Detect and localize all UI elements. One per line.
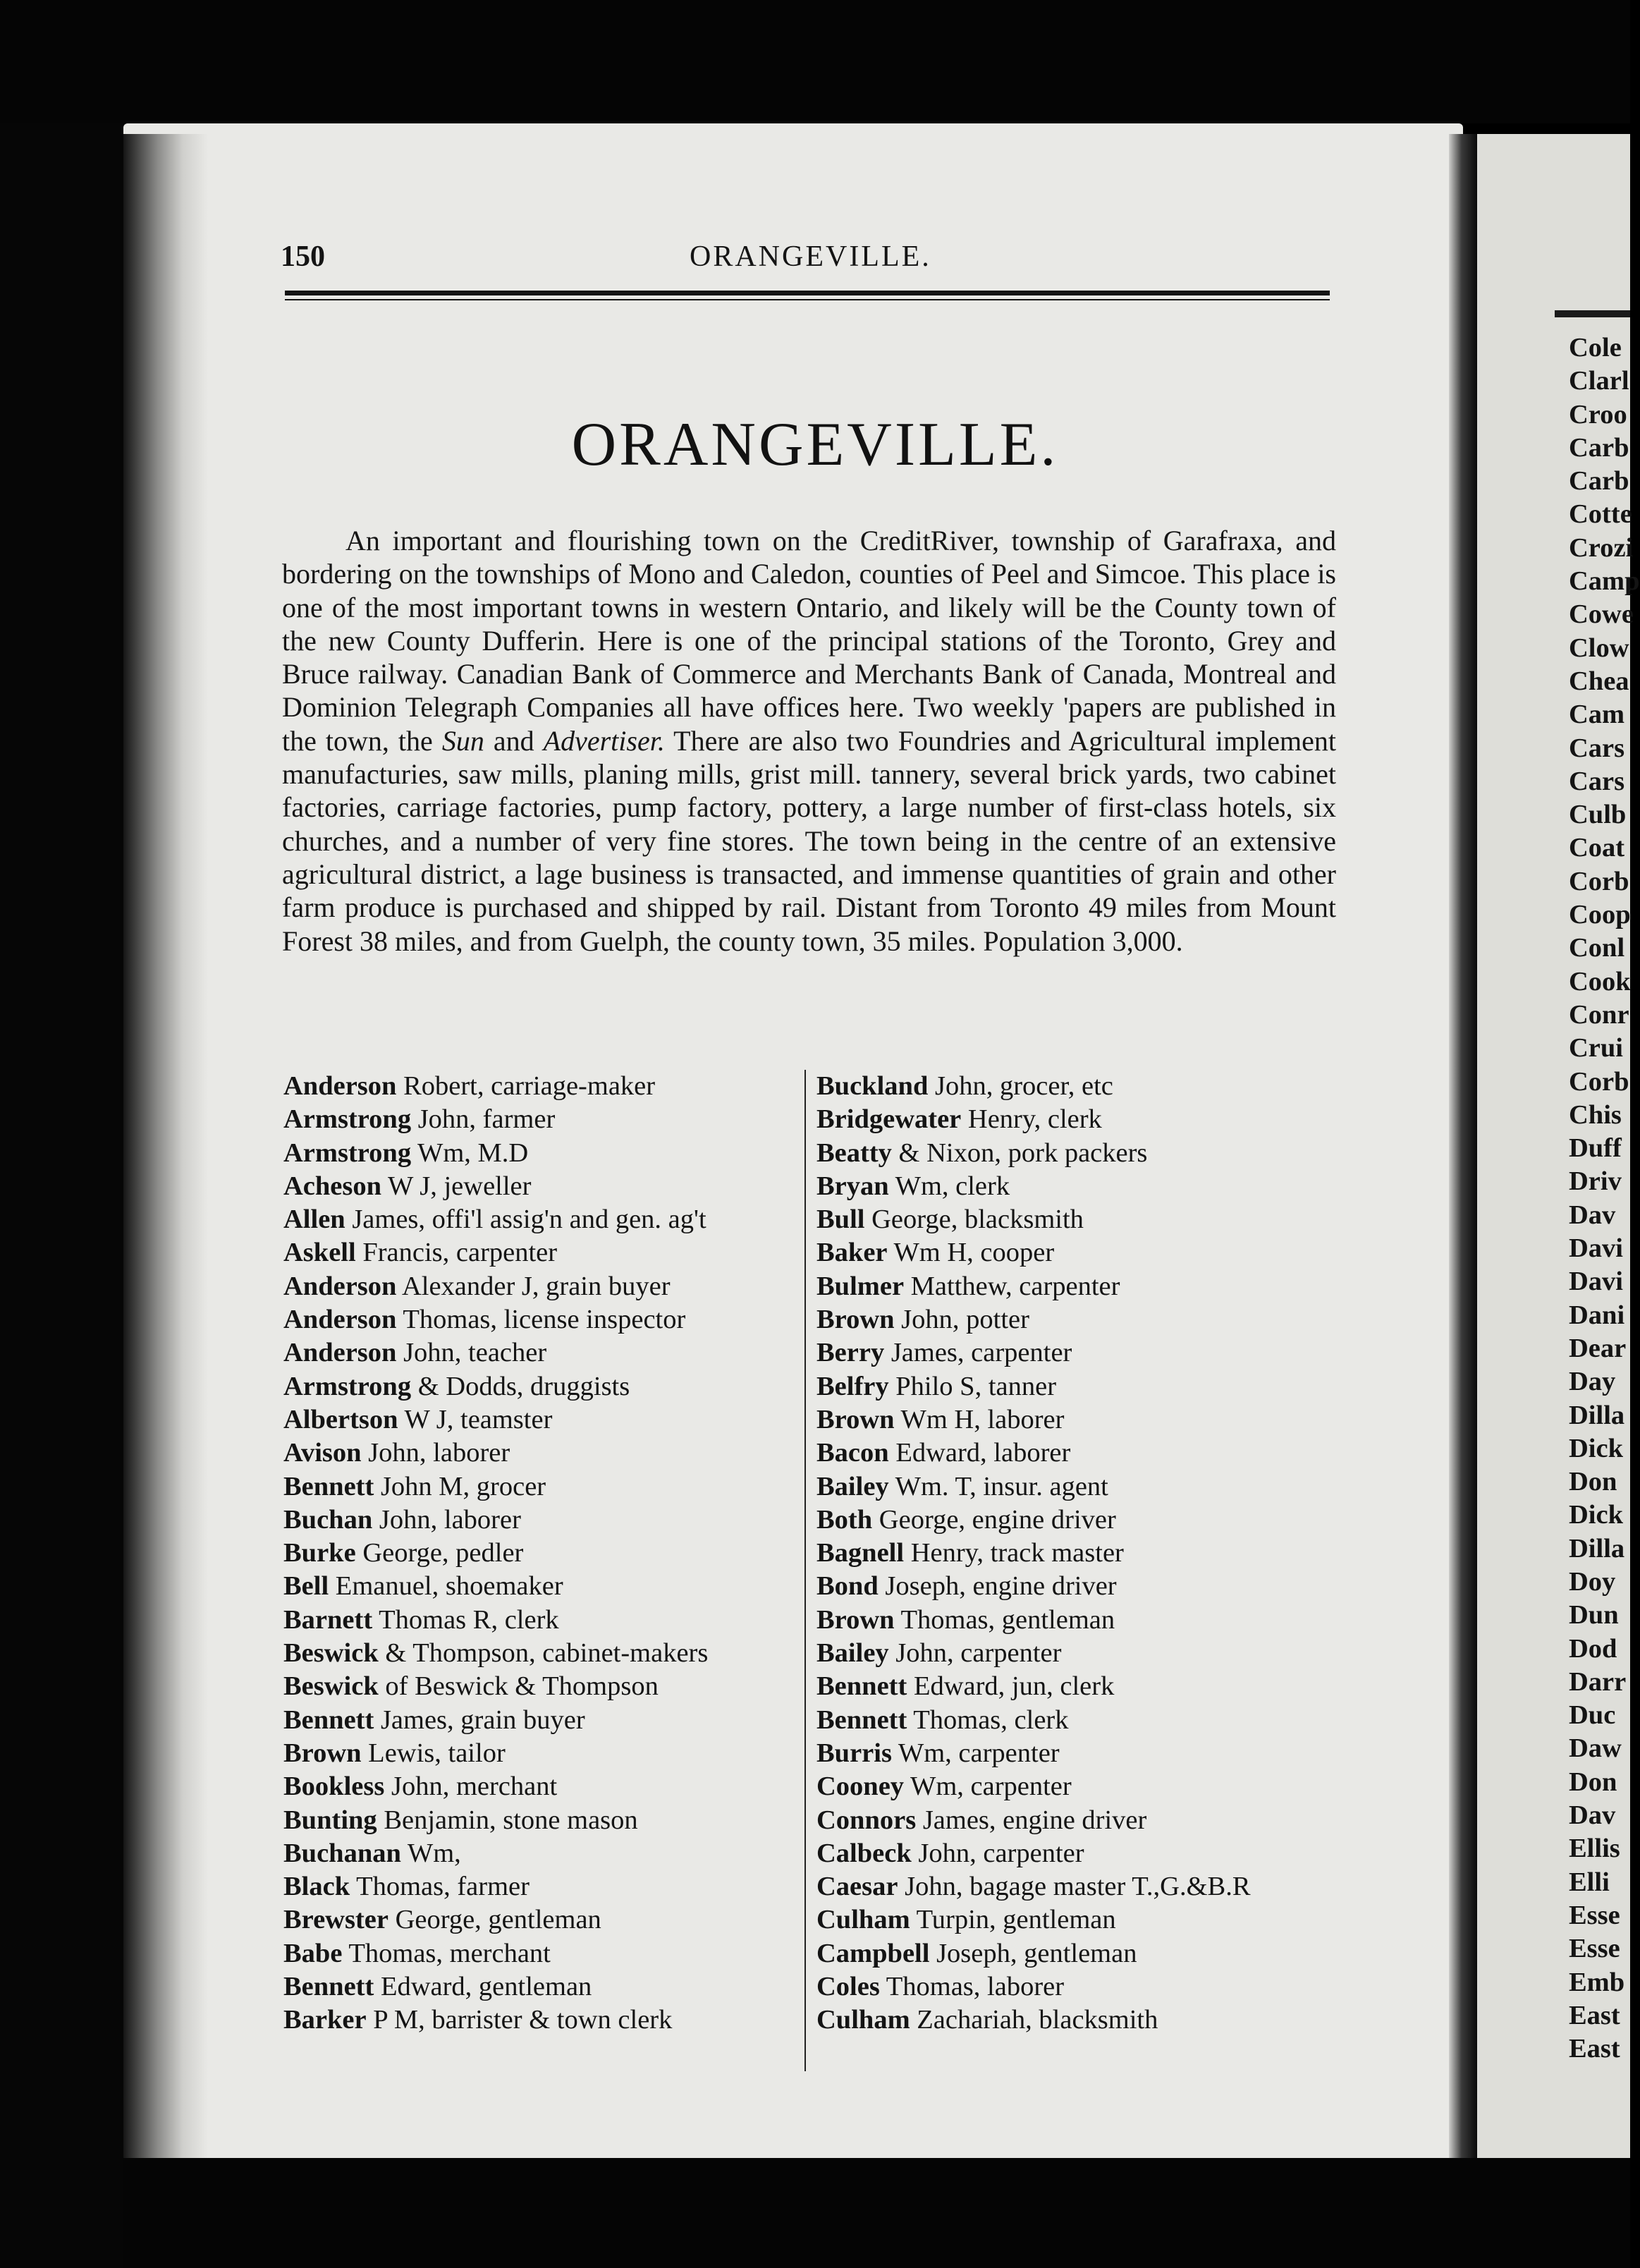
facing-page-fragment: Conr <box>1569 999 1629 1030</box>
entry-details: of Beswick & Thompson <box>378 1671 659 1702</box>
intro-newspaper-advertiser: Advertiser. <box>543 724 665 757</box>
entry-surname: Armstrong <box>283 1371 412 1401</box>
entry-surname: Caesar <box>816 1872 898 1902</box>
entry-surname: Bennett <box>283 1705 374 1735</box>
facing-page-fragment: Don <box>1569 1467 1617 1497</box>
facing-page-fragment: Coop <box>1569 900 1631 930</box>
facing-page-fragment: Davi <box>1569 1267 1623 1297</box>
entry-surname: Brewster <box>283 1905 388 1935</box>
entry-surname: Bennett <box>283 1972 374 2002</box>
entry-surname: Brown <box>283 1738 362 1768</box>
directory-entry <box>283 1804 802 1837</box>
directory-entry <box>283 1570 802 1603</box>
entry-surname: Acheson <box>283 1171 382 1201</box>
facing-page-fragment: Clarl <box>1569 366 1629 396</box>
entry-surname: Bennett <box>816 1705 907 1735</box>
directory-entry <box>816 1336 1335 1370</box>
entry-details: George, pedler <box>355 1538 524 1568</box>
entry-details: John, merchant <box>384 1772 558 1802</box>
directory-entry <box>816 1670 1335 1703</box>
entry-details: & Thompson, cabinet-makers <box>378 1638 709 1669</box>
entry-surname: Berry <box>816 1338 885 1368</box>
directory-entry <box>283 1737 802 1770</box>
entry-surname: Baker <box>816 1238 888 1268</box>
facing-page-fragment: Duc <box>1569 1700 1616 1731</box>
facing-page-fragments <box>1569 331 1640 2066</box>
directory-entry <box>283 1670 802 1703</box>
entry-details: Thomas, clerk <box>907 1705 1069 1735</box>
facing-page-fragment: Camp <box>1569 566 1640 597</box>
entry-surname: Anderson <box>283 1305 397 1335</box>
facing-page-fragment: Ellis <box>1569 1834 1620 1864</box>
facing-page-fragment: Culb <box>1569 800 1627 830</box>
facing-page-fragment: Coat <box>1569 833 1625 863</box>
entry-surname: Bookless <box>283 1772 385 1802</box>
facing-page-fragment: Corb <box>1569 1066 1629 1097</box>
facing-page-fragment: East <box>1569 2000 1620 2030</box>
facing-page-fragment: Driv <box>1569 1166 1622 1197</box>
entry-details: John, grocer, etc <box>928 1071 1113 1101</box>
entry-surname: Black <box>283 1872 350 1902</box>
entry-details: John, laborer <box>372 1504 521 1535</box>
entry-surname: Cooney <box>816 1772 905 1802</box>
intro-newspaper-sun: Sun <box>441 724 484 757</box>
entry-details: Lewis, tailor <box>361 1738 506 1768</box>
directory-entry <box>816 1403 1335 1437</box>
directory-entry <box>283 1437 802 1470</box>
entry-surname: Bell <box>283 1571 329 1602</box>
facing-page-fragment: Dav <box>1569 1800 1616 1831</box>
entry-details: Henry, track master <box>904 1538 1124 1568</box>
directory-entry <box>816 1837 1335 1870</box>
entry-surname: Belfry <box>816 1371 889 1401</box>
entry-details: & Nixon, pork packers <box>891 1138 1148 1168</box>
facing-page-fragment: Esse <box>1569 1900 1620 1930</box>
entry-details: Thomas, gentleman <box>894 1604 1115 1635</box>
facing-page-fragment: Conl <box>1569 933 1625 963</box>
entry-details: Wm, carpenter <box>891 1738 1060 1768</box>
facing-page-fragment: Clow <box>1569 633 1629 663</box>
directory-entry <box>816 1470 1335 1504</box>
entry-surname: Bridgewater <box>816 1104 962 1135</box>
entry-surname: Culham <box>816 1905 910 1935</box>
directory-entry <box>283 1837 802 1870</box>
directory-entry <box>283 1937 802 1970</box>
entry-surname: Bennett <box>283 1471 374 1501</box>
directory-entry <box>816 1303 1335 1336</box>
entry-details: Edward, gentleman <box>374 1972 592 2002</box>
entry-details: John, teacher <box>396 1338 547 1368</box>
entry-details: John, farmer <box>411 1104 556 1135</box>
directory-entry <box>283 1504 802 1537</box>
directory-entry <box>816 1170 1335 1203</box>
entry-surname: Bagnell <box>816 1538 905 1568</box>
facing-page-fragment: Croo <box>1569 399 1627 429</box>
entry-details: Emanuel, shoemaker <box>329 1571 563 1602</box>
entry-surname: Anderson <box>283 1338 397 1368</box>
entry-details: Wm. T, insur. agent <box>888 1471 1108 1501</box>
facing-page-fragment: Cole <box>1569 333 1622 362</box>
entry-details: Robert, carriage-maker <box>396 1071 656 1101</box>
entry-surname: Calbeck <box>816 1838 912 1868</box>
entry-surname: Bailey <box>816 1638 889 1669</box>
facing-page-fragment: Day <box>1569 1367 1616 1397</box>
entry-surname: Buckland <box>816 1071 929 1101</box>
directory-entry <box>283 1070 802 1103</box>
entry-surname: Brown <box>816 1305 895 1335</box>
entry-details: James, carpenter <box>884 1338 1072 1368</box>
facing-page-fragment: Cars <box>1569 766 1625 796</box>
directory-entry <box>816 1070 1335 1103</box>
directory-entry <box>816 1570 1335 1603</box>
directory-entry <box>283 1537 802 1570</box>
facing-page-fragment: Doy <box>1569 1566 1616 1597</box>
facing-page-fragment: Dav <box>1569 1200 1616 1230</box>
entry-surname: Barnett <box>283 1604 373 1635</box>
facing-page-rule <box>1555 310 1630 317</box>
directory-entry <box>283 1103 802 1136</box>
entry-details: John, bagage master T.,G.&B.R <box>898 1872 1251 1902</box>
facing-page-fragment: Cowe <box>1569 599 1634 630</box>
page-number: 150 <box>281 240 325 273</box>
entry-surname: Barker <box>283 2005 367 2035</box>
facing-page-fragment: Daw <box>1569 1733 1622 1764</box>
intro-text-and: and <box>484 724 544 757</box>
page-header <box>281 240 1330 282</box>
facing-page-fragment: Dun <box>1569 1600 1619 1630</box>
directory-entry <box>816 1203 1335 1236</box>
directory-entry <box>816 1704 1335 1737</box>
facing-page-fragment: Don <box>1569 1767 1617 1797</box>
directory-entry <box>283 1203 802 1236</box>
entry-surname: Brown <box>816 1604 895 1635</box>
entry-surname: Armstrong <box>283 1138 412 1168</box>
entry-details: Turpin, gentleman <box>910 1905 1116 1935</box>
entry-surname: Armstrong <box>283 1104 412 1135</box>
facing-page-fragment: Crui <box>1569 1033 1623 1063</box>
entry-details: George, engine driver <box>872 1504 1116 1535</box>
entry-details: Francis, carpenter <box>355 1238 558 1268</box>
entry-details: Wm, M.D <box>411 1138 529 1168</box>
directory-entry <box>816 1804 1335 1837</box>
entry-details: James, engine driver <box>916 1805 1147 1835</box>
entry-surname: Avison <box>283 1438 362 1468</box>
entry-details: Edward, laborer <box>888 1438 1071 1468</box>
entry-surname: Bennett <box>816 1671 907 1702</box>
directory-entry <box>816 1137 1335 1170</box>
directory-entry <box>283 1470 802 1504</box>
facing-page-fragment: Davi <box>1569 1233 1623 1264</box>
directory-column-left <box>283 1070 802 2037</box>
entry-surname: Bunting <box>283 1805 377 1835</box>
intro-text-part-2: There are also two Foundries and Agricultural implement manufacturies, saw mills, planing mills, grist mill. tannery, several brick yards, two cabinet factories, carriage factories, pump factory, pottery, a large number of first-class hotels, six churches, and a number of very fine stores. The town being in the centre of an extensive agricultural district, a lage business is transacted, and immense quantities of grain and other farm produce is purchased and shipped by rail. Distant from Toronto 49 miles from Mount Forest 38 miles, and from Guelph, the county town, 35 miles. Population 3,000. <box>282 724 1336 957</box>
directory-entry <box>816 1903 1335 1937</box>
entry-surname: Albertson <box>283 1404 398 1434</box>
facing-page-fragment: Cam <box>1569 700 1625 730</box>
entry-details: P M, barrister & town clerk <box>366 2005 673 2035</box>
directory-entry <box>283 1270 802 1303</box>
entry-details: Joseph, engine driver <box>878 1571 1117 1602</box>
entry-surname: Bailey <box>816 1471 889 1501</box>
directory-entry <box>816 1270 1335 1303</box>
directory-entry <box>283 1770 802 1803</box>
entry-surname: Beswick <box>283 1671 379 1702</box>
entry-details: Wm H, laborer <box>894 1404 1065 1434</box>
entry-surname: Bulmer <box>816 1271 905 1301</box>
entry-details: Alexander J, grain buyer <box>396 1271 671 1301</box>
page-title: ORANGEVILLE. <box>571 410 1059 479</box>
facing-page-fragment: Dear <box>1569 1333 1627 1363</box>
entry-details: Wm, clerk <box>888 1171 1010 1201</box>
entry-details: John, laborer <box>361 1438 510 1468</box>
entry-details: Henry, clerk <box>961 1104 1102 1135</box>
directory-entry <box>816 1870 1335 1903</box>
directory-entry <box>283 1403 802 1437</box>
entry-details: W J, jeweller <box>381 1171 532 1201</box>
directory-entry <box>816 1236 1335 1269</box>
entry-surname: Campbell <box>816 1938 930 1968</box>
facing-page-fragment: Carb <box>1569 466 1629 496</box>
entry-details: Thomas, laborer <box>879 1972 1065 2002</box>
header-rule-thin <box>285 299 1330 300</box>
entry-details: James, grain buyer <box>374 1705 585 1735</box>
facing-page-fragment: East <box>1569 2034 1620 2064</box>
entry-surname: Both <box>816 1504 873 1535</box>
directory-entry <box>283 2004 802 2037</box>
entry-surname: Allen <box>283 1205 345 1235</box>
facing-page-fragment: Dilla <box>1569 1533 1625 1563</box>
entry-surname: Coles <box>816 1972 880 2002</box>
facing-page-fragment: Chis <box>1569 1099 1622 1130</box>
directory-entry <box>816 1370 1335 1403</box>
facing-page-fragment: Chea <box>1569 666 1629 696</box>
directory-entry <box>816 1970 1335 2004</box>
entry-details: Wm, carpenter <box>904 1772 1072 1802</box>
scan-border-top <box>0 0 1630 123</box>
facing-page-fragment: Corb <box>1569 866 1629 896</box>
entry-surname: Buchanan <box>283 1838 401 1868</box>
directory-entry <box>816 1537 1335 1570</box>
entry-surname: Burke <box>283 1538 356 1568</box>
directory-entry <box>816 1737 1335 1770</box>
directory-entry <box>283 1336 802 1370</box>
facing-page-fragment: Cars <box>1569 733 1625 763</box>
facing-page-fragment: Emb <box>1569 1967 1625 1997</box>
entry-surname: Bacon <box>816 1438 889 1468</box>
entry-details: Joseph, gentleman <box>929 1938 1137 1968</box>
entry-surname: Anderson <box>283 1071 397 1101</box>
directory-entry <box>283 1236 802 1269</box>
entry-details: John, carpenter <box>911 1838 1084 1868</box>
running-head: ORANGEVILLE. <box>690 240 931 273</box>
entry-surname: Bond <box>816 1571 879 1602</box>
directory-entry <box>816 1437 1335 1470</box>
directory-entry <box>283 1170 802 1203</box>
facing-page-fragment: Cook <box>1569 966 1631 996</box>
facing-page-fragment: Duff <box>1569 1133 1622 1164</box>
entry-details: John, carpenter <box>888 1638 1062 1669</box>
directory-entry <box>283 1137 802 1170</box>
entry-details: George, gentleman <box>388 1905 601 1935</box>
entry-surname: Askell <box>283 1238 356 1268</box>
facing-page-fragment: Dick <box>1569 1500 1623 1530</box>
directory-entry <box>816 1103 1335 1136</box>
entry-details: Philo S, tanner <box>888 1371 1057 1401</box>
entry-details: Thomas R, clerk <box>372 1604 559 1635</box>
entry-details: Benjamin, stone mason <box>377 1805 638 1835</box>
intro-text-part-1: An important and flourishing town on the CreditRiver, township of Garafraxa, and bordering on the townships of Mono and Caledon, counties of Peel and Simcoe. This place is one of the most important towns in western Ontario, and likely will be the County town of the new County Dufferin. Here is one of the principal stations of the Toronto, Grey and Bruce railway. Canadian Bank of Commerce and Merchants Bank of Canada, Montreal and Dominion Telegraph Companies all have offices here. Two weekly 'papers are published in the town, the <box>282 525 1336 757</box>
entry-details: Thomas, license inspector <box>396 1305 686 1335</box>
directory-entry <box>816 1637 1335 1670</box>
entry-details: & Dodds, druggists <box>411 1371 630 1401</box>
facing-page-fragment: Dilla <box>1569 1400 1625 1430</box>
entry-details: Wm, <box>400 1838 461 1868</box>
directory-entry <box>283 1604 802 1637</box>
facing-page-fragment: Cotte <box>1569 499 1632 530</box>
entry-surname: Brown <box>816 1404 895 1434</box>
entry-surname: Buchan <box>283 1504 373 1535</box>
facing-page-fragment: Dod <box>1569 1633 1617 1664</box>
intro-paragraph <box>282 524 1336 958</box>
entry-surname: Bryan <box>816 1171 889 1201</box>
entry-details: Thomas, merchant <box>342 1938 551 1968</box>
entry-details: Wm H, cooper <box>887 1238 1055 1268</box>
directory-entry <box>283 1303 802 1336</box>
facing-page-fragment: Darr <box>1569 1666 1627 1697</box>
entry-surname: Anderson <box>283 1271 397 1301</box>
facing-page-fragment: Carb <box>1569 432 1629 463</box>
directory-entry <box>283 1704 802 1737</box>
entry-surname: Burris <box>816 1738 892 1768</box>
entry-surname: Connors <box>816 1805 917 1835</box>
entry-details: Matthew, carpenter <box>904 1271 1120 1301</box>
scan-border-bottom <box>123 2158 1630 2268</box>
directory-column-right <box>816 1070 1335 2037</box>
facing-page-fragment: Esse <box>1569 1934 1620 1964</box>
facing-page-fragment: Crozi <box>1569 532 1634 563</box>
column-divider <box>804 1070 806 2071</box>
entry-surname: Beatty <box>816 1138 892 1168</box>
entry-details: Thomas, farmer <box>350 1872 530 1902</box>
entry-surname: Beswick <box>283 1638 379 1669</box>
entry-details: George, blacksmith <box>864 1205 1084 1235</box>
entry-surname: Babe <box>283 1938 343 1968</box>
directory-entry <box>283 1370 802 1403</box>
entry-details: James, offi'l assig'n and gen. ag't <box>345 1205 706 1235</box>
directory-entry <box>816 2004 1335 2037</box>
header-rule-thick <box>285 291 1330 295</box>
entry-details: John, potter <box>894 1305 1029 1335</box>
directory-entry <box>283 1637 802 1670</box>
directory-entry <box>816 1770 1335 1803</box>
entry-surname: Culham <box>816 2005 910 2035</box>
directory-entry <box>816 1937 1335 1970</box>
directory-entry <box>816 1504 1335 1537</box>
facing-page-fragment: Dani <box>1569 1300 1625 1330</box>
entry-details: John M, grocer <box>374 1471 546 1501</box>
entry-details: W J, teamster <box>398 1404 553 1434</box>
directory-entry <box>283 1970 802 2004</box>
directory-entry <box>283 1903 802 1937</box>
directory-entry <box>816 1604 1335 1637</box>
directory-entry <box>283 1870 802 1903</box>
facing-page-fragment: Dick <box>1569 1433 1623 1463</box>
facing-page-fragment: Elli <box>1569 1867 1610 1897</box>
entry-surname: Bull <box>816 1205 865 1235</box>
entry-details: Zachariah, blacksmith <box>910 2005 1158 2035</box>
entry-details: Edward, jun, clerk <box>907 1671 1115 1702</box>
